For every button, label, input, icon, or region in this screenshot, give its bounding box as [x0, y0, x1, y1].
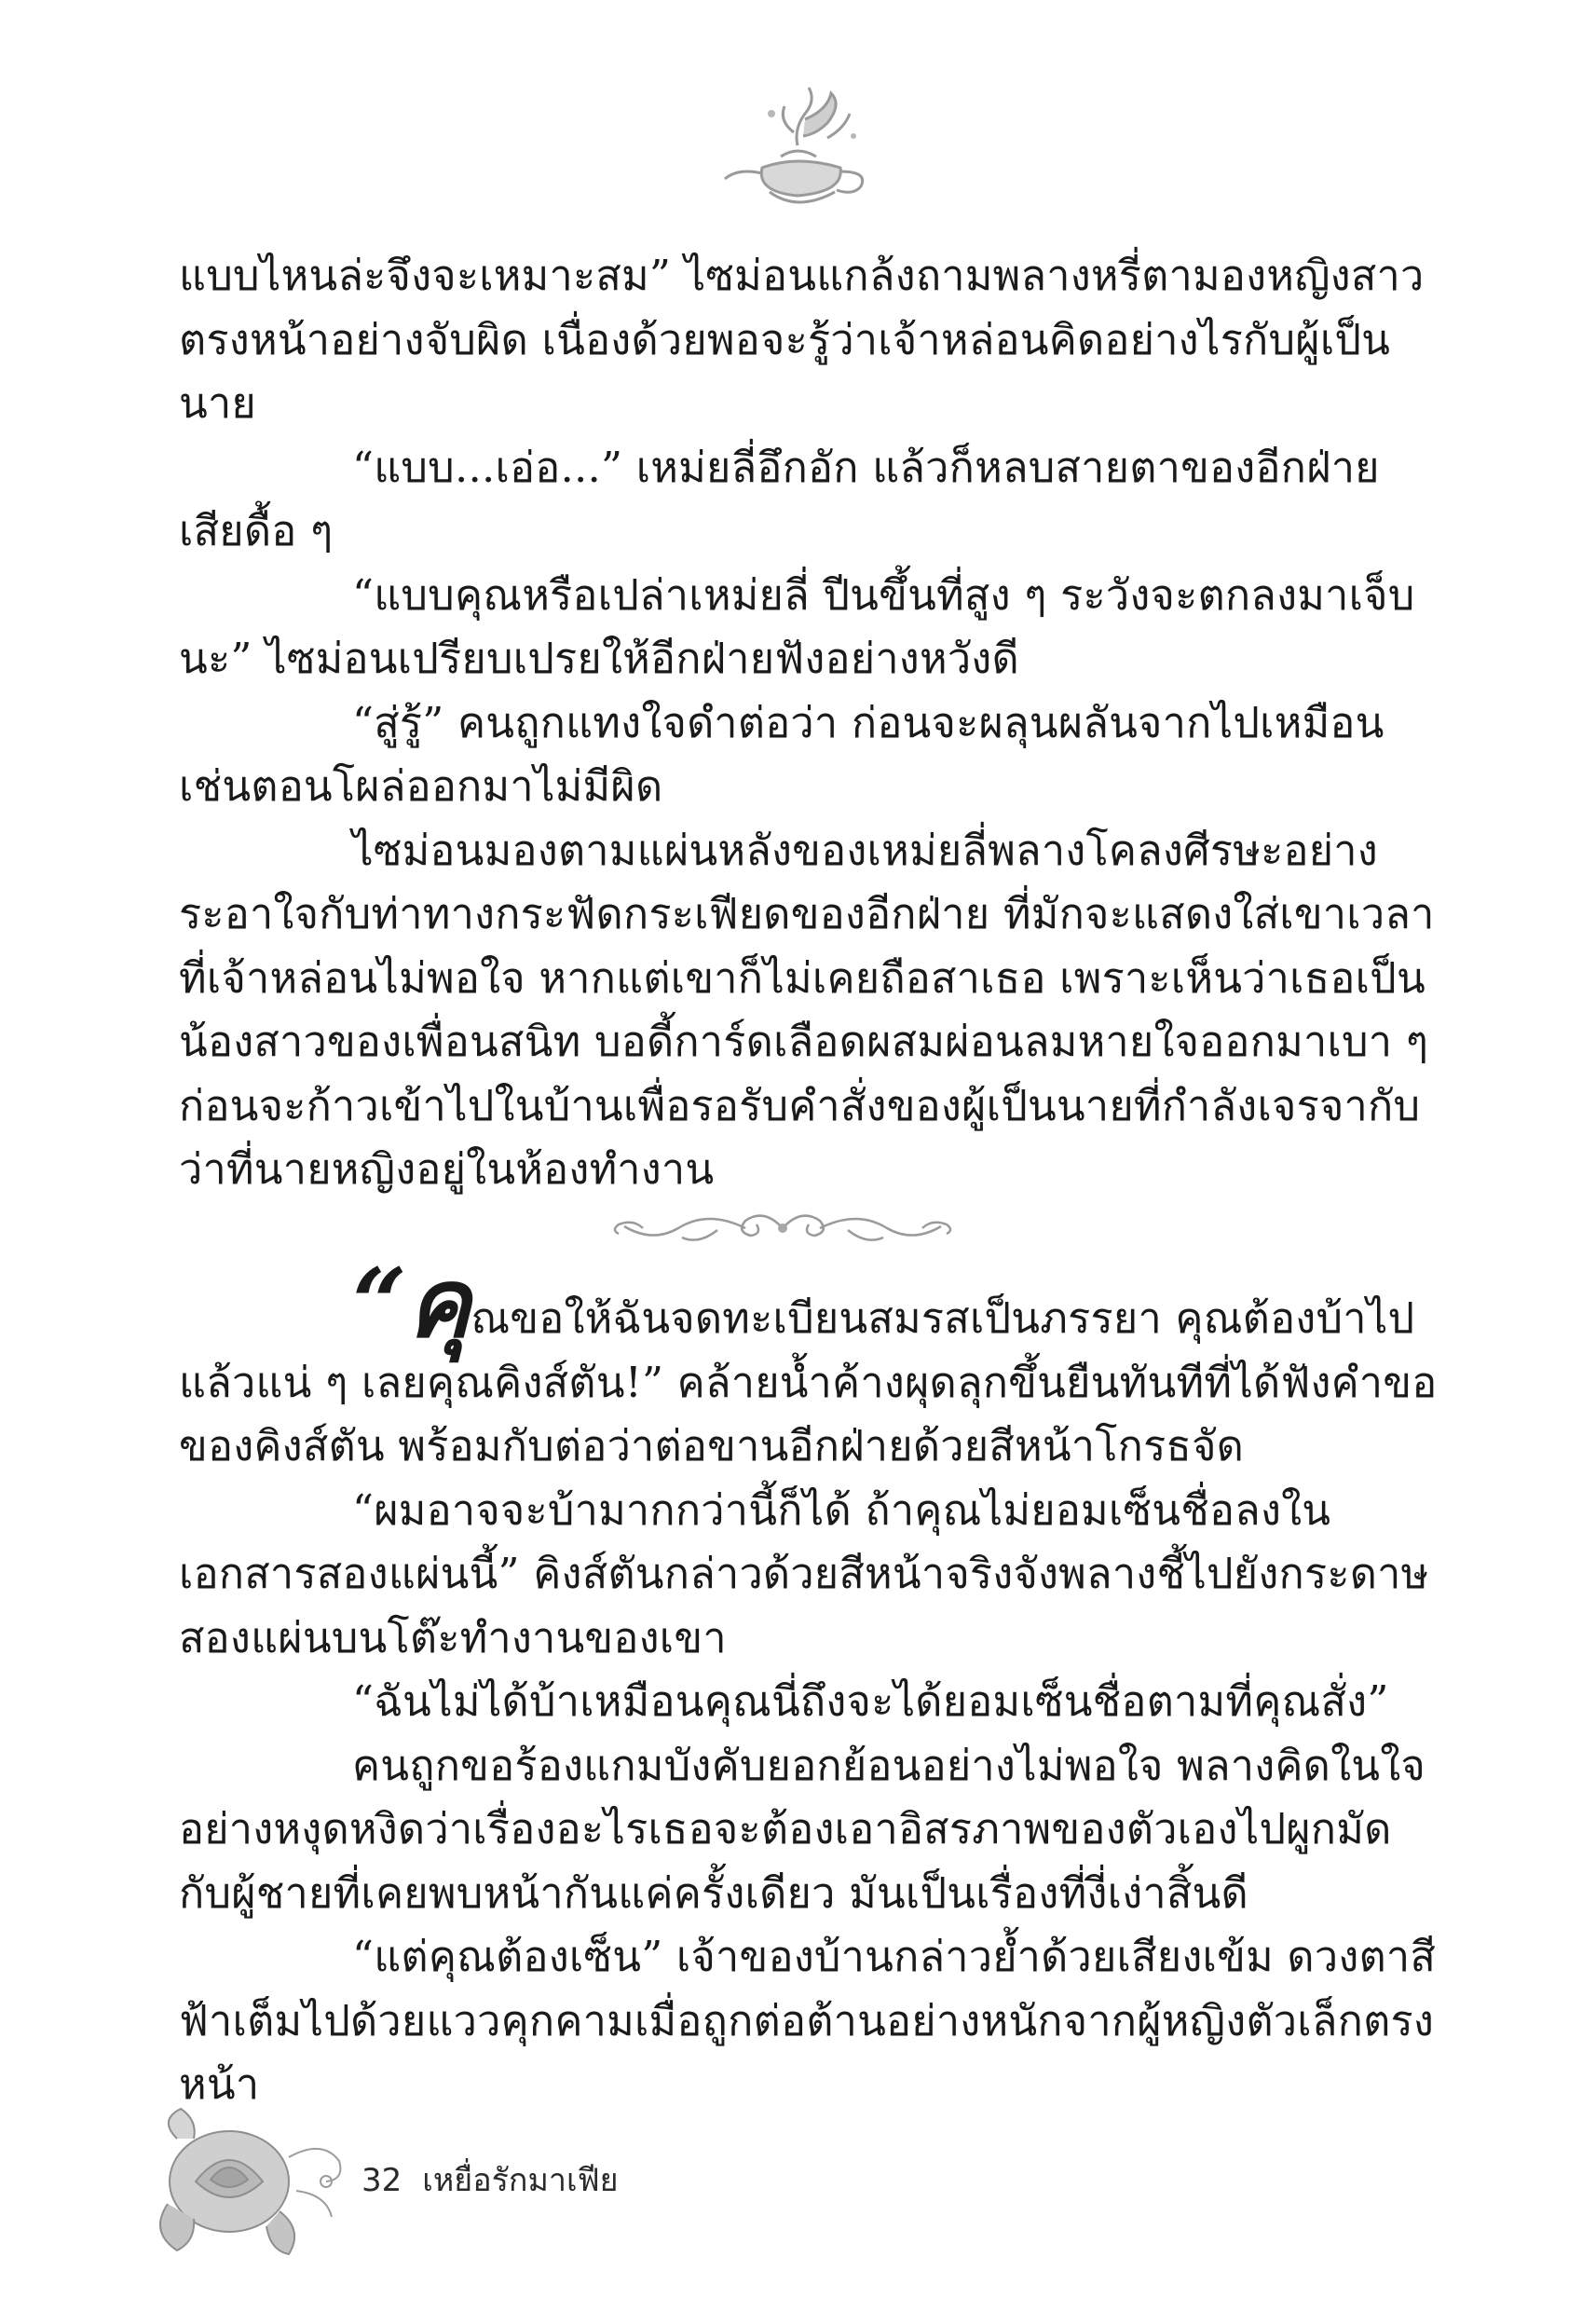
paragraph: “ฉันไม่ได้บ้าเหมือนคุณนี่ถึงจะได้ยอมเซ็นชื่อตามที่คุณสั่ง”: [352, 1676, 1389, 1726]
drop-cap: “คุ: [352, 1248, 471, 1360]
opening-paragraph: [179, 1248, 1439, 1479]
paragraph: “แบบ...เอ่อ...” เหม่ยลี่อึกอัก แล้วก็หลบสายตาของอีกฝ่ายเสียดื้อ ๆ: [179, 442, 1380, 555]
paragraph-text: ณขอให้ฉันจดทะเบียนสมรสเป็นภรรยา คุณต้องบ้าไปแล้วแน่ ๆ เลยคุณคิงส์ตัน!” คล้ายน้ำค้างผุดลุกขึ้นยืนทันทีที่ได้ฟังคำขอของคิงส์ตัน พร้อมกับต่อว่าต่อขานอีกฝ่ายด้วยสีหน้าโกรธจัด: [179, 1293, 1438, 1470]
paragraph: แบบไหนล่ะจึงจะเหมาะสม” ไซม่อนแกล้งถามพลางหรี่ตามองหญิงสาวตรงหน้าอย่างจับผิด เนื่องด้วยพอจะรู้ว่าเจ้าหล่อนคิดอย่างไรกับผู้เป็นนาย: [179, 251, 1425, 428]
teapot-ornament-icon: [704, 82, 891, 222]
section-one: [179, 244, 1439, 1202]
flourish-divider-icon: [606, 1200, 960, 1256]
paragraph: คนถูกขอร้องแกมบังคับยอกย้อนอย่างไม่พอใจ พลางคิดในใจอย่างหงุดหงิดว่าเรื่องอะไรเธอจะต้องเอาอิสรภาพของตัวเองไปผูกมัดกับผู้ชายที่เคยพบหน้ากันแค่ครั้งเดียว มันเป็นเรื่องที่งี่เง่าสิ้นดี: [179, 1740, 1425, 1918]
rose-ornament-icon: [140, 2101, 354, 2264]
page-number: 32: [361, 2162, 402, 2199]
paragraph: “สู่รู้” คนถูกแทงใจดำต่อว่า ก่อนจะผลุนผลันจากไปเหมือนเช่นตอนโผล่ออกมาไม่มีผิด: [179, 697, 1385, 811]
paragraph: “ผมอาจจะบ้ามากกว่านี้ก็ได้ ถ้าคุณไม่ยอมเซ็นชื่อลงในเอกสารสองแผ่นนี้” คิงส์ตันกล่าวด้วยสีหน้าจริงจังพลางชี้ไปยังกระดาษสองแผ่นบนโต๊ะทำงานของเขา: [179, 1484, 1429, 1662]
section-two: [179, 1248, 1439, 2117]
page-footer: [361, 2154, 639, 2205]
paragraph: ไซม่อนมองตามแผ่นหลังของเหม่ยลี่พลางโคลงศีรษะอย่างระอาใจกับท่าทางกระฟัดกระเฟียดของอีกฝ่าย ที่มักจะแสดงใส่เขาเวลาที่เจ้าหล่อนไม่พอใจ หากแต่เขาก็ไม่เคยถือสาเธอ เพราะเห็นว่าเธอเป็นน้องสาวของเพื่อนสนิท บอดี้การ์ดเลือดผสมผ่อนลมหายใจออกมาเบา ๆ ก่อนจะก้าวเข้าไปในบ้านเพื่อรอรับคำสั่งของผู้เป็นนายที่กำลังเจรจากับว่าที่นายหญิงอยู่ในห้องทำงาน: [179, 825, 1435, 1194]
paragraph: “แบบคุณหรือเปล่าเหม่ยลี่ ปีนขึ้นที่สูง ๆ ระวังจะตกลงมาเจ็บนะ” ไซม่อนเปรียบเปรยให้อีกฝ่ายฟังอย่างหวังดี: [179, 569, 1415, 683]
paragraph: “แต่คุณต้องเซ็น” เจ้าของบ้านกล่าวย้ำด้วยเสียงเข้ม ดวงตาสีฟ้าเต็มไปด้วยแววคุกคามเมื่อถูกต่อต้านอย่างหนักจากผู้หญิงตัวเล็กตรงหน้า: [179, 1932, 1437, 2109]
book-title: เหยื่อรักมาเฟีย: [422, 2162, 619, 2199]
